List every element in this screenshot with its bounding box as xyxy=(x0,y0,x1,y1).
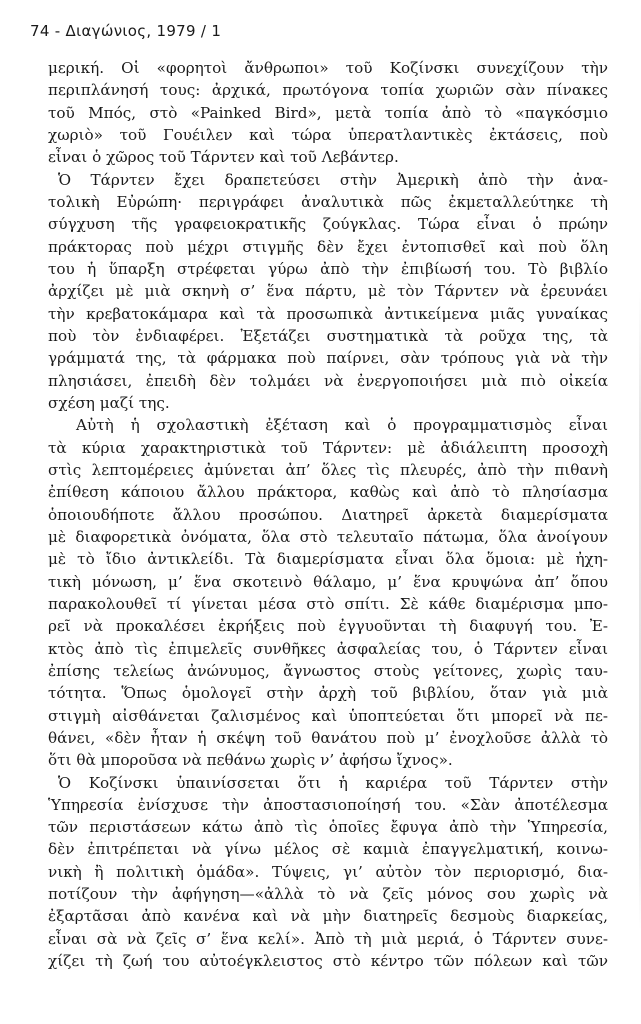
text-line: μὲ διαφορετικὰ ὀνόματα, ὅλα στὸ τελευταῖο πάτωμα, ὅλα ἀνοίγουν xyxy=(48,527,608,546)
text-line: τικὴ μόνωση, μ’ ἕνα σκοτεινὸ θάλαμο, μ’ ἕνα κρυψώνα ἀπ’ ὅπου xyxy=(48,572,608,591)
text-line: εἶναι ὁ χῶρος τοῦ Τάρντεν καὶ τοῦ Λεβάντερ. xyxy=(48,148,399,167)
text-line: ὁποιουδήποτε ἄλλου προσώπου. Διατηρεῖ ἀρκετὰ διαμερίσματα xyxy=(48,505,608,524)
text-line: τὴν κρεβατοκάμαρα καὶ τὰ προσωπικὰ ἀντικείμενα μιᾶς γυναίκας xyxy=(48,304,608,323)
text-line: του ἡ ὕπαρξη στρέφεται γύρω ἀπὸ τὴν ἐπιβίωσή του. Τὸ βιβλίο xyxy=(48,259,608,278)
text-line: σχέση μαζί της. xyxy=(48,393,170,412)
text-line: τότητα. Ὅπως ὁμολογεῖ στὴν ἀρχὴ τοῦ βιβλίου, ὅταν γιὰ μιὰ xyxy=(48,684,608,703)
text-line: Ὑπηρεσία ἐνίσχυσε τὴν ἀποστασιοποίησή του. «Σὰν ἀποτέλεσμα xyxy=(48,795,608,814)
text-line: τὰ κύρια χαρακτηριστικὰ τοῦ Τάρντεν: μὲ ἀδιάλειπτη προσοχὴ xyxy=(48,438,608,457)
text-line: ποτίζουν τὴν ἀφήγηση—«ἀλλὰ τὸ νὰ ζεῖς μόνος σου χωρὶς νὰ xyxy=(48,885,608,904)
text-line: νικὴ ἢ πολιτικὴ ὁμάδα». Τύψεις, γι’ αὐτὸν τὸν περιορισμό, δια- xyxy=(48,862,608,881)
text-line: ποὺ τὸν ἐνδιαφέρει. Ἐξετάζει συστηματικὰ τὰ ροῦχα της, τὰ xyxy=(48,326,608,345)
text-line: χωριὸ» τοῦ Γουέιλεν καὶ τώρα ὑπερατλαντικὲς ἐκτάσεις, ποὺ xyxy=(48,125,608,144)
text-line: πράκτορας ποὺ μέχρι στιγμῆς δὲν ἔχει ἐντοπισθεῖ καὶ ποὺ ὅλη xyxy=(48,237,608,256)
running-head: 74 - Διαγώνιος, 1979 / 1 xyxy=(30,22,222,40)
text-line: στιγμὴ αἰσθάνεται ζαλισμένος καὶ ὑποπτεύεται ὅτι μπορεῖ νὰ πε- xyxy=(48,706,608,725)
text-line: ἀρχίζει μὲ μιὰ σκηνὴ σ’ ἕνα πάρτυ, μὲ τὸν Τάρντεν νὰ ἐρευνάει xyxy=(48,282,608,301)
text-line: Ὁ Τάρντεν ἔχει δραπετεύσει στὴν Ἀμερικὴ ἀπὸ τὴν ἀνα- xyxy=(58,170,608,189)
text-line: δὲν ἐπιτρέπεται νὰ γίνω μέλος σὲ καμιὰ ἐπαγγελματική, κοινω- xyxy=(48,840,608,859)
text-line: εἶναι σὰ νὰ ζεῖς σ’ ἕνα κελί». Ἀπὸ τὴ μιὰ μεριά, ὁ Τάρντεν συνε- xyxy=(48,929,608,948)
body-text xyxy=(48,57,608,972)
text-line: θάνει, «δὲν ἦταν ἡ σκέψη τοῦ θανάτου ποὺ μ’ ἐνοχλοῦσε ἀλλὰ τὸ xyxy=(48,728,608,747)
text-line: ἐξαρτᾶσαι ἀπὸ κανένα καὶ νὰ μὴν διατηρεῖς δεσμοὺς διαρκείας, xyxy=(48,907,608,926)
text-line: ὅτι θὰ μποροῦσα νὰ πεθάνω χωρὶς ν’ ἀφήσω ἴχνος». xyxy=(48,751,453,770)
text-line: γράμματά της, τὰ φάρμακα ποὺ παίρνει, σὰν τρόπους γιὰ νὰ τὴν xyxy=(48,349,608,368)
text-line: πλησιάσει, ἐπειδὴ δὲν τολμάει νὰ ἐνεργοποιήσει μιὰ πιὸ οἰκεία xyxy=(48,371,608,390)
text-line: μερική. Οἱ «φορητοὶ ἄνθρωποι» τοῦ Κοζίνσκι συνεχίζουν τὴν xyxy=(48,59,608,77)
text-line: σύγχυση τῆς γραφειοκρατικῆς ζούγκλας. Τώρα εἶναι ὁ πρώην xyxy=(48,215,608,234)
text-line: παρακολουθεῖ τί γίνεται μέσα στὸ σπίτι. Σὲ κάθε διαμέρισμα μπο- xyxy=(48,594,608,613)
text-line: τοῦ Μπός, στὸ «Painked Bird», μετὰ τοπία ἀπὸ τὸ «παγκόσμιο xyxy=(48,103,608,122)
text-line: Ὁ Κοζίνσκι ὑπαινίσσεται ὅτι ἡ καριέρα τοῦ Τάρντεν στὴν xyxy=(58,773,608,792)
text-line: κτὸς ἀπὸ τὶς ἐπιμελεῖς συνθῆκες ἀσφαλείας του, ὁ Τάρντεν εἶναι xyxy=(48,639,608,658)
text-line: ρεῖ νὰ προκαλέσει ἐκρήξεις ποὺ ἐγγυοῦνται τὴ διαφυγή του. Ἐ- xyxy=(48,617,608,636)
text-line: στὶς λεπτομέρειες ἀμύνεται ἀπ’ ὅλες τὶς πλευρές, ἀπὸ τὴν πιθανὴ xyxy=(48,460,608,479)
text-line: μὲ τὸ ἴδιο ἀντικλείδι. Τὰ διαμερίσματα εἶναι ὅλα ὅμοια: μὲ ἠχη- xyxy=(48,550,608,569)
text-line: Αὐτὴ ἡ σχολαστικὴ ἐξέταση καὶ ὁ προγραμματισμὸς εἶναι xyxy=(76,416,608,435)
text-line: περιπλάνησή τους: ἀρχικά, πρωτόγονα τοπία χωριῶν σὰν πίνακες xyxy=(48,81,608,100)
text-line: ἐπίσης τελείως ἀνώνυμος, ἄγνωστος στοὺς γείτονες, χωρὶς ταυ- xyxy=(48,661,608,680)
text-line: χίζει τὴ ζωή του αὐτοέγκλειστος στὸ κέντρο τῶν πόλεων καὶ τῶν xyxy=(48,952,608,971)
text-line: τῶν περιστάσεων κάτω ἀπὸ τὶς ὁποῖες ἔφυγα ἀπὸ τὴν Ὑπηρεσία, xyxy=(48,818,608,837)
text-line: ἐπίθεση κάποιου ἄλλου πράκτορα, καθὼς καὶ ἀπὸ τὸ πλησίασμα xyxy=(48,483,608,502)
text-line: τολικὴ Εὐρώπη· περιγράφει ἀναλυτικὰ πῶς ἐκμεταλλεύτηκε τὴ xyxy=(48,192,608,211)
